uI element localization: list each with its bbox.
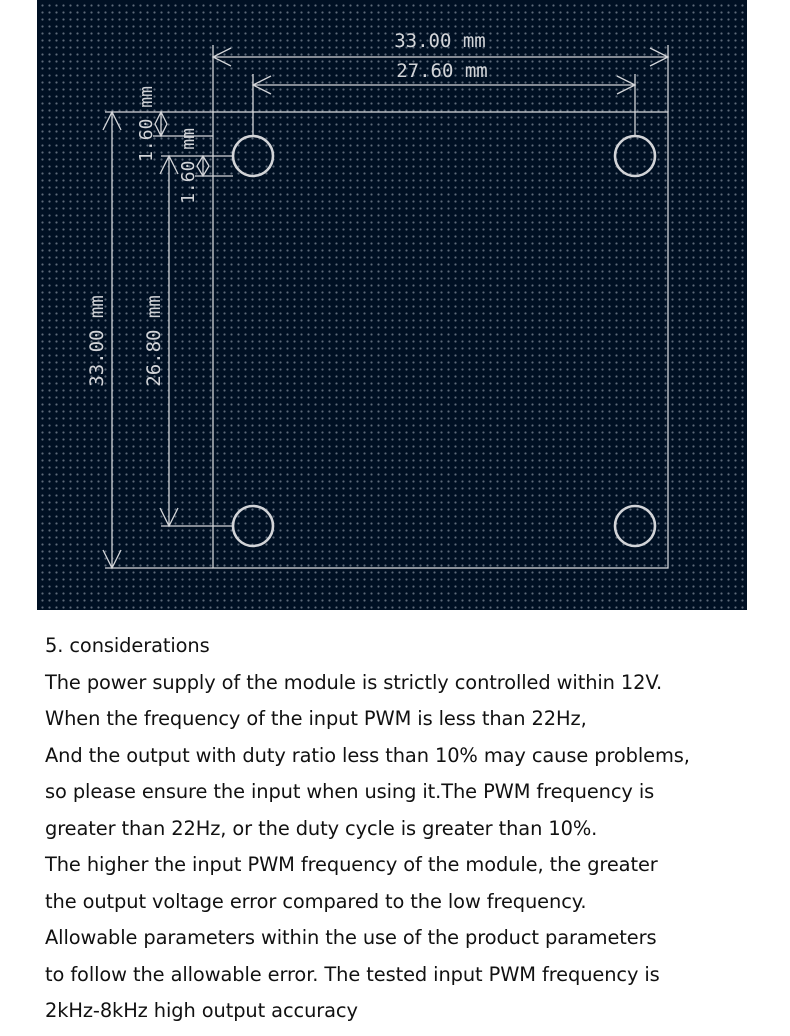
considerations-heading: 5. considerations [45,634,210,657]
label-width-holes: 27.60 mm [396,60,488,82]
considerations-section [45,628,775,1030]
note-line: so please ensure the input when using it.The PWM frequency is [45,780,655,803]
dimension-svg [37,0,747,610]
note-line: greater than 22Hz, or the duty cycle is greater than 10%. [45,816,598,840]
board-outline [213,112,668,568]
mounting-hole-bottom-left [233,506,273,546]
mounting-hole-bottom-right [615,506,655,546]
pcb-dimension-drawing [37,0,747,610]
dimension-offset-b [195,156,233,176]
dimension-height-holes [160,156,233,526]
mounting-hole-top-right [615,136,655,176]
note-line: to follow the allowable error. The tested input PWM frequency is [45,962,660,986]
note-line: The power supply of the module is strictly controlled within 12V. [45,670,663,694]
label-height-outer: 33.00 mm [86,295,108,387]
note-line: Allowable parameters within the use of the product parameters [45,926,657,949]
dimension-width-holes [253,74,635,136]
note-line: And the output with duty ratio less than 10% may cause problems, [45,743,690,767]
note-line: The higher the input PWM frequency of the module, the greater [45,853,658,876]
note-line: the output voltage error compared to the low frequency. [45,889,587,913]
note-line: When the frequency of the input PWM is less than 22Hz, [45,707,587,730]
mounting-hole-top-left [233,136,273,176]
note-line: 2kHz-8kHz high output accuracy [45,999,358,1022]
label-offset-b: 1.60 mm [178,128,199,204]
label-height-holes: 26.80 mm [143,295,165,387]
label-offset-a: 1.60 mm [136,86,157,162]
label-width-outer: 33.00 mm [394,30,486,52]
